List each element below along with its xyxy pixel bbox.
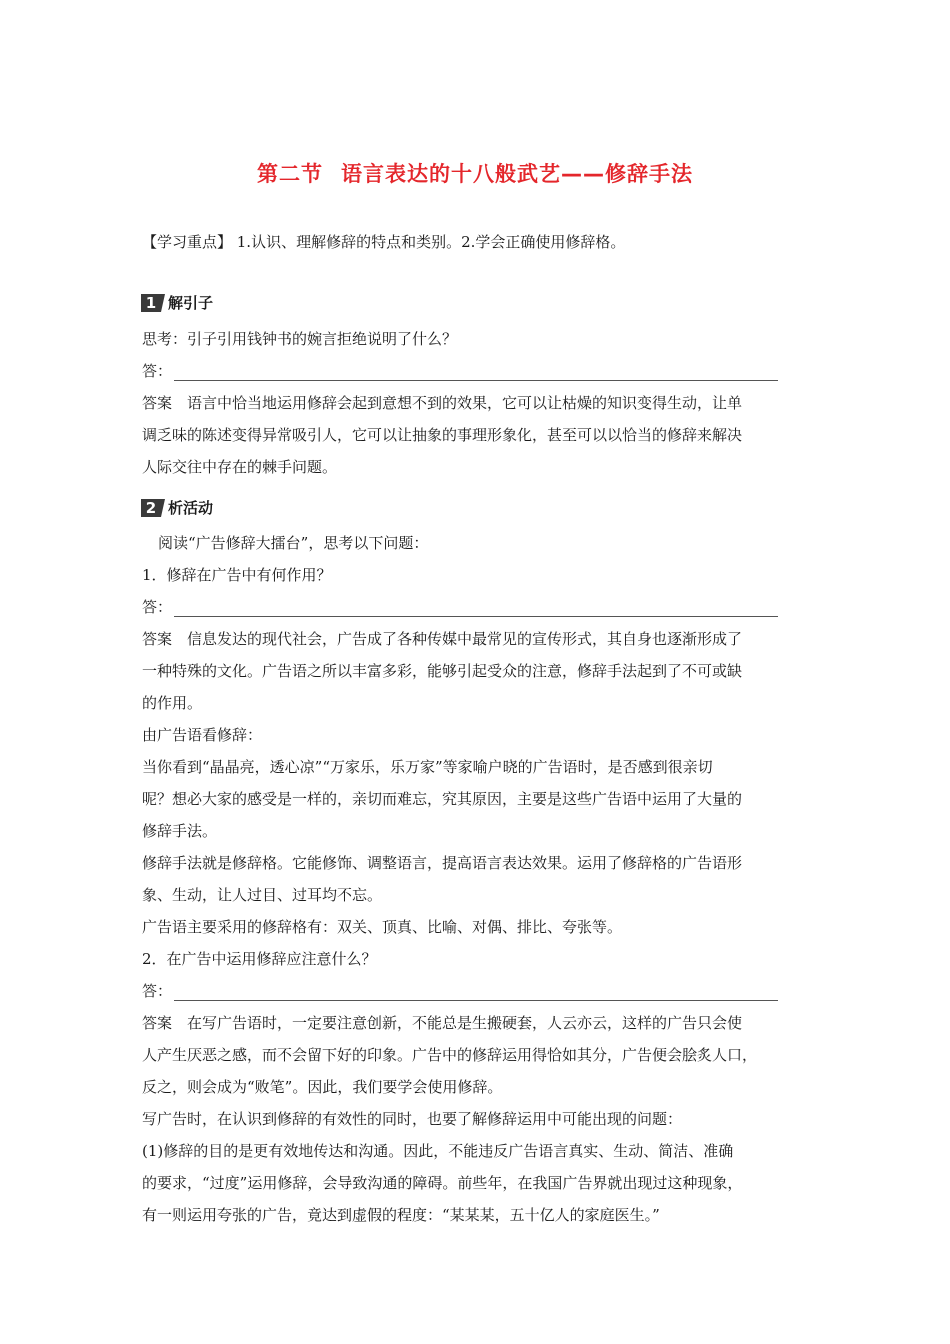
text-line: 2．在广告中运用修辞应注意什么？ bbox=[142, 950, 377, 968]
page-title bbox=[0, 158, 950, 188]
answer-prefix: 答： bbox=[142, 598, 173, 616]
title-main: 语言表达的十八般武艺——修辞手法 bbox=[341, 162, 693, 186]
text-line: 人产生厌恶之感，而不会留下好的印象。广告中的修辞运用得恰如其分，广告便会脍炙人口， bbox=[142, 1046, 758, 1064]
text-line: 答案 信息发达的现代社会，广告成了各种传媒中最常见的宣传形式，其自身也逐渐形成了 bbox=[142, 630, 743, 648]
answer-underline[interactable] bbox=[174, 602, 778, 617]
answer-prefix: 答： bbox=[142, 982, 173, 1000]
text-line: 象、生动，让人过目、过耳均不忘。 bbox=[142, 886, 383, 904]
text-line: 写广告时，在认识到修辞的有效性的同时，也要了解修辞运用中可能出现的问题： bbox=[142, 1110, 683, 1128]
text-line: 广告语主要采用的修辞格有：双关、顶真、比喻、对偶、排比、夸张等。 bbox=[142, 918, 623, 936]
text-line: 有一则运用夸张的广告，竟达到虚假的程度：“某某某，五十亿人的家庭医生。” bbox=[142, 1206, 660, 1224]
text-line: 阅读“广告修辞大擂台”，思考以下问题： bbox=[158, 534, 429, 552]
text-line: 的作用。 bbox=[142, 694, 203, 712]
section-number-badge: 1 bbox=[141, 294, 161, 312]
section-heading-2 bbox=[141, 497, 213, 518]
text-line: 答案 在写广告语时，一定要注意创新，不能总是生搬硬套，人云亦云，这样的广告只会使 bbox=[142, 1014, 743, 1032]
text-line: 的要求，“过度”运用修辞，会导致沟通的障碍。前些年，在我国广告界就出现过这种现象， bbox=[142, 1174, 743, 1192]
text-line: 一种特殊的文化。广告语之所以丰富多彩，能够引起受众的注意，修辞手法起到了不可或缺 bbox=[142, 662, 743, 680]
answer-blank bbox=[142, 981, 778, 1001]
answer-underline[interactable] bbox=[174, 366, 778, 381]
text-line: 思考：引子引用钱钟书的婉言拒绝说明了什么？ bbox=[142, 330, 458, 348]
section-label: 析活动 bbox=[168, 499, 214, 517]
title-section: 第二节 bbox=[257, 162, 323, 186]
text-line: 修辞手法。 bbox=[142, 822, 218, 840]
section-label: 解引子 bbox=[168, 294, 214, 312]
text-line: 答案 语言中恰当地运用修辞会起到意想不到的效果，它可以让枯燥的知识变得生动，让单 bbox=[142, 394, 743, 412]
text-line: 由广告语看修辞： bbox=[142, 726, 263, 744]
section-heading-1 bbox=[141, 292, 213, 313]
answer-blank bbox=[142, 361, 778, 381]
text-line: 反之，则会成为“败笔”。因此，我们要学会使用修辞。 bbox=[142, 1078, 503, 1096]
learning-focus: 【学习重点】 1.认识、理解修辞的特点和类别。2.学会正确使用修辞格。 bbox=[142, 233, 626, 251]
text-line: 1．修辞在广告中有何作用？ bbox=[142, 566, 332, 584]
text-line: (1)修辞的目的是更有效地传达和沟通。因此，不能违反广告语言真实、生动、简洁、准确 bbox=[142, 1142, 734, 1160]
answer-prefix: 答： bbox=[142, 362, 173, 380]
section-number-badge: 2 bbox=[141, 499, 161, 517]
answer-blank bbox=[142, 597, 778, 617]
text-line: 呢？想必大家的感受是一样的，亲切而难忘，究其原因，主要是这些广告语中运用了大量的 bbox=[142, 790, 743, 808]
text-line: 修辞手法就是修辞格。它能修饰、调整语言，提高语言表达效果。运用了修辞格的广告语形 bbox=[142, 854, 743, 872]
text-line: 人际交往中存在的棘手问题。 bbox=[142, 458, 338, 476]
text-line: 当你看到“晶晶亮，透心凉”“万家乐，乐万家”等家喻户晓的广告语时，是否感到很亲切 bbox=[142, 758, 713, 776]
answer-underline[interactable] bbox=[174, 986, 778, 1001]
text-line: 调乏味的陈述变得异常吸引人，它可以让抽象的事理形象化，甚至可以以恰当的修辞来解决 bbox=[142, 426, 743, 444]
